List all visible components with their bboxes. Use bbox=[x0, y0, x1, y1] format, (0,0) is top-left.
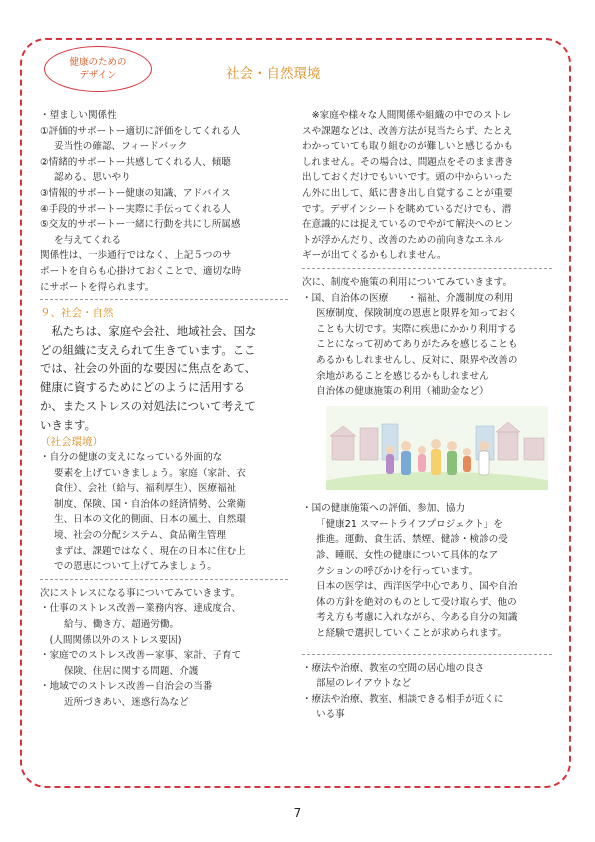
detail-line: ことになって初めてありがたみを感じることも bbox=[316, 339, 518, 351]
stress-item: (人間関係以外のストレス要因) bbox=[40, 634, 182, 646]
community-illustration bbox=[326, 406, 548, 490]
environment-item-detail: いる事 bbox=[316, 709, 345, 721]
page-title: 社会・自然環境 bbox=[226, 66, 321, 82]
detail-line: クションの呼びかけを行っています。 bbox=[316, 565, 479, 577]
page-number: 7 bbox=[293, 806, 302, 820]
system-intro: 次に、制度や施策の利用についてみていきます。 bbox=[302, 276, 513, 288]
support-item-detail: 妥当性の確認、フィードバック bbox=[54, 141, 188, 153]
support-item: ⑤交友的サポートー一緒に行動を共にし所属感 bbox=[40, 219, 241, 231]
note-line: ※家庭や様々な人間関係や組織の中でのストレ bbox=[302, 110, 512, 121]
support-item: ③情報的サポートー健康の知識、アドバイス bbox=[40, 187, 231, 199]
stress-item-detail: 給与、働き方、超過労働。 bbox=[64, 619, 180, 631]
detail-line: 医療制度、保険制度の恩恵と限界を知っておく bbox=[316, 308, 518, 320]
policy-item: ・国の健康施策への評価、参加、協力 bbox=[302, 503, 466, 515]
environment-item-detail: 部屋のレイアウトなど bbox=[316, 678, 412, 690]
section-9-title: ９、社会・自然 bbox=[40, 307, 114, 320]
support-item-detail: 認める、思いやり bbox=[54, 172, 131, 184]
intro-line: 私たちは、家庭や会社、地域社会、国な bbox=[40, 323, 257, 338]
detail-line: 日本の医学は、西洋医学中心であり、国や自治 bbox=[316, 581, 518, 593]
policy-detail bbox=[302, 517, 552, 642]
detail-line: 診、睡眠、女性の健康について具体的なア bbox=[316, 550, 499, 562]
detail-line: あるかもしれませんし、反対に、限界や改善の bbox=[316, 354, 518, 366]
support-list bbox=[40, 124, 288, 249]
note-line: しれません。その場合は、問題点をそのまま書き bbox=[302, 156, 514, 168]
note-line: トが浮かんだり、改善のための前向きなエネル bbox=[302, 234, 504, 246]
divider bbox=[40, 579, 288, 580]
detail-line: での恩恵について上げてみましょう。 bbox=[54, 561, 217, 573]
section-9-intro bbox=[40, 322, 288, 435]
detail-line: 食住）、会社（給与、福利厚生）、医療福祉 bbox=[54, 483, 237, 495]
note-line: わかっていても取り組むのが難しいと感じるかも bbox=[302, 141, 514, 153]
note-line: ギーが出てくるかもしれません。 bbox=[302, 250, 447, 262]
social-environment-detail bbox=[40, 466, 288, 575]
section-badge bbox=[44, 46, 152, 92]
environment-item: ・療法や治療、教室の空間の居心地の良さ bbox=[302, 662, 485, 674]
divider bbox=[302, 654, 552, 655]
intro-line: いきます。 bbox=[40, 417, 97, 432]
note-line: 出しておくだけでもいいです。頭の中からいった bbox=[302, 172, 513, 184]
stress-item-detail: 保険、住居に関する問題、介護 bbox=[64, 665, 199, 677]
note-line: スや課題などは、改善方法が見当たらず、たとえ bbox=[302, 125, 513, 137]
detail-line: 要素を上げていきましょう。家庭（家計、衣 bbox=[54, 467, 246, 479]
social-environment-item: ・自分の健康の支えになっている外面的な bbox=[40, 452, 223, 464]
note-paragraph bbox=[302, 108, 552, 264]
divider bbox=[40, 299, 288, 300]
relation-text: 関係性は、一歩通行ではなく、上記５つのサ bbox=[40, 250, 232, 262]
support-item: ④手段的サポートー実際に手伝ってくれる人 bbox=[40, 203, 231, 215]
detail-line: ことも大切です。実際に疾患にかかり利用する bbox=[316, 323, 517, 335]
intro-line: では、社会の外面的な要因に焦点をあて、 bbox=[40, 361, 257, 376]
system-item: ・国、自治体の医療 ・福祉、介護制度の利用 bbox=[302, 292, 514, 304]
badge-line-2: デザイン bbox=[79, 70, 117, 81]
divider bbox=[302, 268, 552, 269]
stress-item: ・家庭でのストレス改善ー家事、家計、子育て bbox=[40, 650, 242, 662]
detail-line: 考え方も考慮に入れながら、今ある自分の知識 bbox=[316, 612, 518, 624]
right-column bbox=[302, 108, 552, 723]
detail-line: 制度、保険、国・自治体の経済情勢、公衆衛 bbox=[54, 498, 246, 510]
left-column bbox=[40, 108, 288, 711]
relation-text: にサポートを得られます。 bbox=[40, 281, 155, 293]
environment-item: ・療法や治療、教室、相談できる相手が近くに bbox=[302, 693, 504, 705]
stress-item: ・地域でのストレス改善ー自治会の当番 bbox=[40, 681, 213, 693]
detail-line: 自治体の健康施策の利用（補助金など） bbox=[316, 386, 489, 398]
detail-line: 推進。運動、食生活、禁煙、健診・検診の受 bbox=[316, 534, 508, 546]
detail-line: 「健康21 スマートライフプロジェクト」を bbox=[316, 518, 503, 530]
stress-item: ・仕事のストレス改善ー業務内容、達成度合、 bbox=[40, 603, 242, 615]
support-item: ②情緒的サポートー共感してくれる人、傾聴 bbox=[40, 156, 231, 168]
relationship-heading: ・望ましい関係性 bbox=[40, 110, 117, 121]
intro-line: 健康に資するためにどのように活用する bbox=[40, 380, 246, 395]
note-line: 在意識的には捉えているのでやがて解決へのヒン bbox=[302, 219, 514, 231]
intro-line: か、またストレスの対処法について考えて bbox=[40, 398, 256, 413]
detail-line: 余地があることを感じるかもしれません bbox=[316, 370, 489, 382]
stress-item-detail: 近所づきあい、迷惑行為など bbox=[64, 697, 189, 708]
detail-line: 体の方針を絶対のものとして受け取らず、他の bbox=[316, 596, 517, 608]
detail-line: と経験で選択していくことが求められます。 bbox=[316, 628, 508, 640]
intro-line: どの組織に支えられて生きています。ここ bbox=[40, 342, 256, 357]
detail-line: 生、日本の文化的側面、日本の風土、自然環 bbox=[54, 514, 246, 526]
support-item-detail: を与えてくれる bbox=[54, 234, 122, 246]
badge-line-1: 健康のための bbox=[69, 57, 127, 68]
note-line: です。デザインシートを眺めているだけでも、潜 bbox=[302, 203, 512, 215]
social-environment-label: （社会環境） bbox=[40, 435, 103, 448]
support-item: ①評価的サポートー適切に評価をしてくれる人 bbox=[40, 125, 241, 137]
system-detail bbox=[302, 306, 552, 400]
detail-line: まずは、課題ではなく、現在の日本に住む上 bbox=[54, 545, 246, 557]
relation-text: ポートを自らも心掛けておくことで、適切な時 bbox=[40, 265, 242, 277]
stress-intro: 次にストレスになる事についてみていきます。 bbox=[40, 587, 241, 599]
note-line: ん外に出して、紙に書き出し自覚することが重要 bbox=[302, 187, 513, 199]
detail-line: 境、社会の分配システム、食品衛生管理 bbox=[54, 530, 227, 542]
